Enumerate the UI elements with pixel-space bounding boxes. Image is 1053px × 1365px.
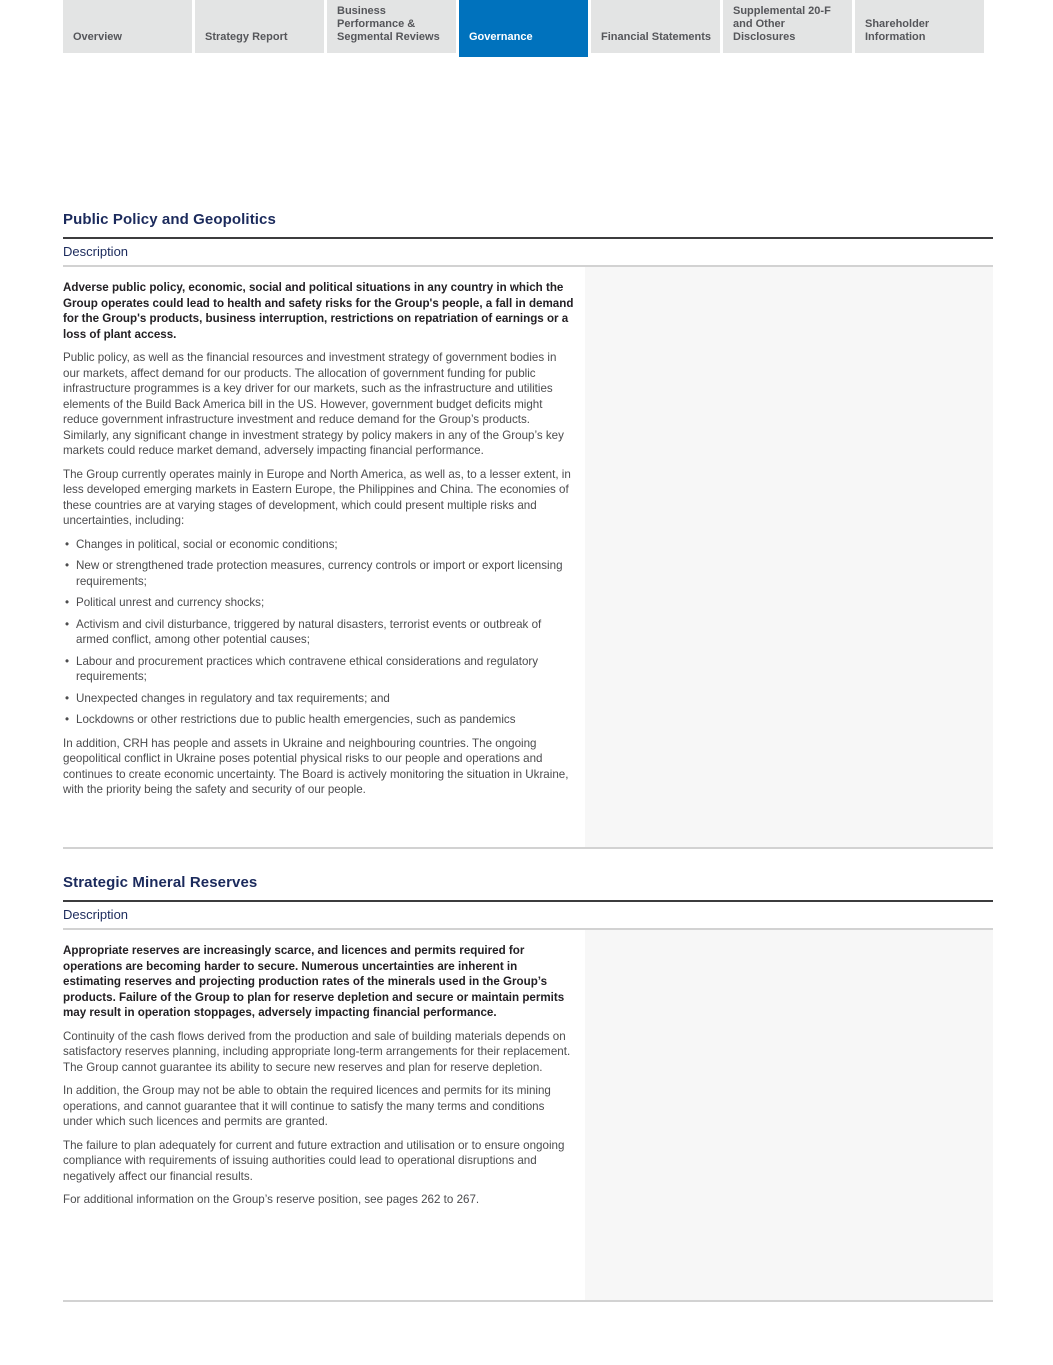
tab-label: Supplemental 20-F and Other Disclosures [733, 5, 831, 43]
paragraph: In addition, the Group may not be able to obtain the required licences and permits for its mining operations, and cannot guarantee that it will continue to satisfy the many terms and conditions under which such licences and permits are granted. [63, 1084, 551, 1128]
empty-side-panel [585, 930, 993, 1300]
bullet-item: • Labour and procurement practices which contravene ethical considerations and regulatory requirements; [63, 654, 574, 685]
tab-label: Overview [73, 31, 122, 43]
risk-bullet-list [63, 537, 574, 728]
divider-dark [63, 900, 993, 902]
bullet-item: • Unexpected changes in regulatory and tax requirements; and [63, 691, 574, 707]
section-public-policy-and-geopolitics [63, 211, 993, 849]
description-row [63, 930, 993, 1300]
description-text-column [63, 267, 578, 847]
section-bottom-divider [63, 847, 993, 849]
description-text-column [63, 930, 578, 1300]
paragraph: The failure to plan adequately for current and future extraction and utilisation or to ensure ongoing compliance with requirements of issuing authorities could lead to operational disruptions and negatively affect our financial results. [63, 1138, 565, 1183]
paragraph: Continuity of the cash flows derived from the production and sale of building materials depends on satisfactory reserves planning, including appropriate long-term arrangements for their replacement. The Group cannot guarantee its ability to secure new reserves and plan for reserve depletion. [63, 1029, 571, 1074]
description-subheading: Description [63, 244, 129, 259]
tab-label: Shareholder Information [865, 18, 930, 43]
bullet-item: • New or strengthened trade protection measures, currency controls or import or export licensing requirements; [63, 558, 574, 589]
tab-label: Financial Statements [601, 31, 712, 43]
tab-label: Governance [469, 31, 533, 43]
bullet-item: • Political unrest and currency shocks; [63, 595, 574, 611]
tab-label: Strategy Report [205, 31, 288, 43]
section-title: Strategic Mineral Reserves [63, 874, 258, 891]
section-strategic-mineral-reserves [63, 874, 993, 1302]
empty-side-panel [585, 267, 993, 847]
divider-dark [63, 237, 993, 239]
page-content [63, 0, 993, 1302]
bullet-item: • Lockdowns or other restrictions due to public health emergencies, such as pandemics [63, 712, 574, 728]
paragraph: For additional information on the Group’s reserve position, see pages 262 to 267. [63, 1193, 480, 1206]
paragraph: The Group currently operates mainly in Europe and North America, as well as, to a lesser extent, in less developed emerging markets in Eastern Europe, the Philippines and China. The economies of these countries are at varying stages of development, which could present multiple risks and uncertainties, including: [63, 467, 571, 527]
description-subheading: Description [63, 907, 129, 922]
section-bottom-divider [63, 1300, 993, 1302]
paragraph: Public policy, as well as the financial resources and investment strategy of government bodies in our markets, affect demand for our products. The allocation of government funding for public infrastructure programmes is a key driver for our markets, such as the infrastructure and utilities elements of the Build Back America bill in the US. However, government budget deficits might reduce government infrastructure investment and reduce demand for the Group’s products. Similarly, any significant change in investment strategy by policy makers in any of the Group’s key markets could reduce market demand, adversely impacting financial performance. [63, 351, 564, 457]
tab-label: Business Performance & Segmental Reviews [337, 5, 440, 43]
risk-intro-paragraph: Appropriate reserves are increasingly scarce, and licences and permits required for operations are becoming harder to secure. Numerous uncertainties are inherent in estimating reserves and projecting production rates of the minerals used in the Group’s products. Failure of the Group to plan for reserve depletion and secure or maintain permits may result in operation stoppages, adversely impacting financial performance. [63, 944, 565, 1019]
section-title: Public Policy and Geopolitics [63, 211, 276, 228]
risk-intro-paragraph: Adverse public policy, economic, social and political situations in any country in which the Group operates could lead to health and safety risks for the Group's people, a fall in demand for the Group's products, business interruption, restrictions on repatriation of earnings or a loss of plant access. [63, 281, 574, 341]
bullet-item: • Activism and civil disturbance, triggered by natural disasters, terrorist events or outbreak of armed conflict, among other potential causes; [63, 617, 574, 648]
bullet-item: • Changes in political, social or economic conditions; [63, 537, 574, 553]
paragraph: In addition, CRH has people and assets in Ukraine and neighbouring countries. The ongoing geopolitical conflict in Ukraine poses potential physical risks to our people and operations and continues to create economic uncertainty. The Board is actively monitoring the situation in Ukraine, with the priority being the safety and security of our people. [63, 736, 569, 796]
description-row [63, 267, 993, 847]
